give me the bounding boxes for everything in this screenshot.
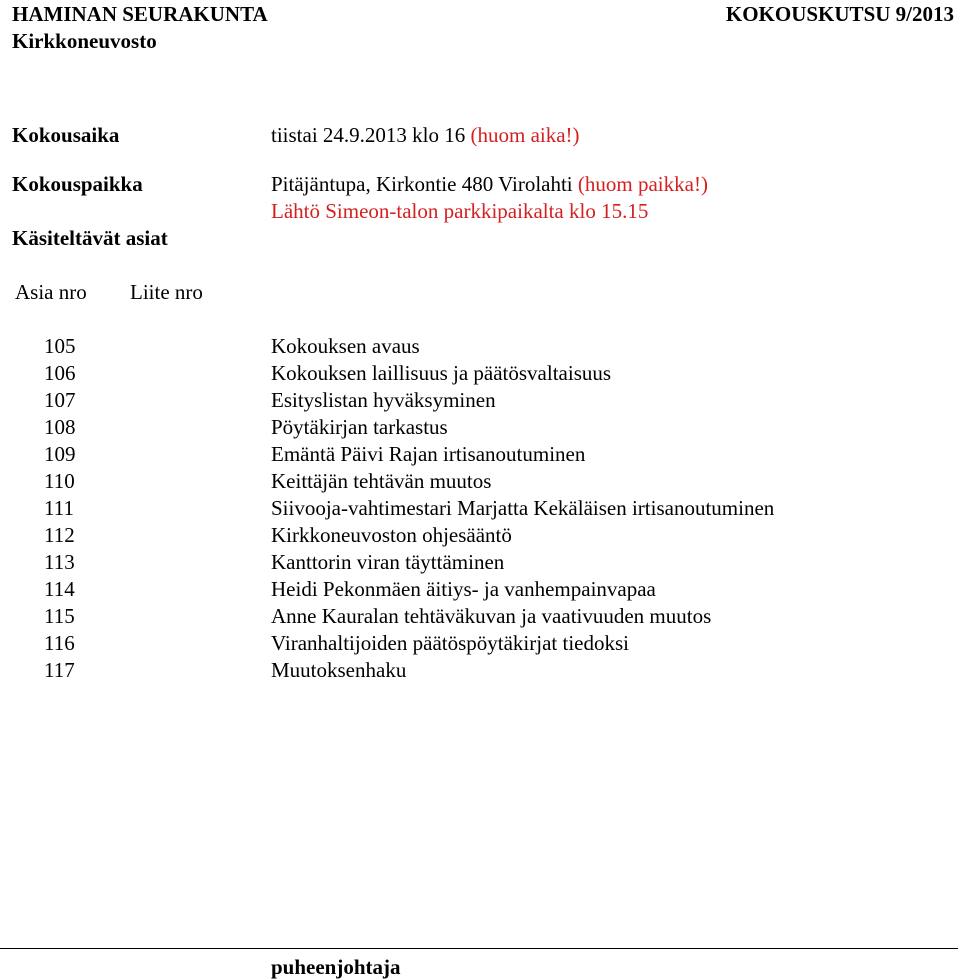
meeting-time (271, 125, 580, 146)
meeting-place-note: (huom paikka!) (577, 172, 708, 196)
signature-label: puheenjohtaja (271, 955, 401, 979)
agenda-item-title: Kokouksen laillisuus ja päätösvaltaisuus (271, 361, 612, 385)
meeting-place-label: Kokouspaikka (12, 172, 143, 196)
agenda-item-title: Siivooja-vahtimestari Marjatta Kekäläisen irtisanoutuminen (271, 496, 775, 520)
agenda-item-title: Muutoksenhaku (271, 658, 407, 682)
document-title: KOKOUSKUTSU 9/2013 (725, 2, 954, 26)
agenda-item-number: 113 (44, 550, 75, 574)
agenda-item-number: 108 (44, 415, 76, 439)
meeting-time-value: tiistai 24.9.2013 klo 16 (271, 123, 466, 147)
departure-note: Lähtö Simeon-talon parkkipaikalta klo 15.15 (271, 199, 649, 223)
agenda-item-number: 110 (44, 469, 75, 493)
column-header-attachment-no: Liite nro (130, 280, 203, 304)
agenda-item-title: Kanttorin viran täyttäminen (271, 550, 505, 574)
agenda-item-title: Pöytäkirjan tarkastus (271, 415, 448, 439)
agenda-item-number: 115 (44, 604, 75, 628)
meeting-time-note: (huom aika!) (470, 123, 580, 147)
agenda-item-number: 109 (44, 442, 76, 466)
agenda-item-title: Anne Kauralan tehtäväkuvan ja vaativuuden muutos (271, 604, 712, 628)
meeting-place-value: Pitäjäntupa, Kirkontie 480 Virolahti (271, 172, 573, 196)
agenda-item-number: 116 (44, 631, 75, 655)
organization-name: HAMINAN SEURAKUNTA (12, 2, 268, 26)
agenda-item-number: 111 (44, 496, 74, 520)
signature-rule (0, 948, 958, 949)
governing-body: Kirkkoneuvosto (12, 29, 157, 53)
agenda-item-title: Heidi Pekonmäen äitiys- ja vanhempainvapaa (271, 577, 656, 601)
topics-label: Käsiteltävät asiat (12, 226, 168, 250)
agenda-item-title: Kirkkoneuvoston ohjesääntö (271, 523, 512, 547)
column-header-item-no: Asia nro (15, 280, 87, 304)
agenda-item-title: Esityslistan hyväksyminen (271, 388, 496, 412)
agenda-item-number: 105 (44, 334, 76, 358)
meeting-place (271, 174, 708, 195)
agenda-item-title: Kokouksen avaus (271, 334, 420, 358)
agenda-item-number: 107 (44, 388, 76, 412)
agenda-item-title: Viranhaltijoiden päätöspöytäkirjat tiedoksi (271, 631, 629, 655)
agenda-item-number: 112 (44, 523, 75, 547)
agenda-item-number: 114 (44, 577, 75, 601)
agenda-item-title: Emäntä Päivi Rajan irtisanoutuminen (271, 442, 586, 466)
agenda-item-title: Keittäjän tehtävän muutos (271, 469, 492, 493)
meeting-time-label: Kokousaika (12, 123, 120, 147)
agenda-item-number: 106 (44, 361, 76, 385)
agenda-item-number: 117 (44, 658, 75, 682)
